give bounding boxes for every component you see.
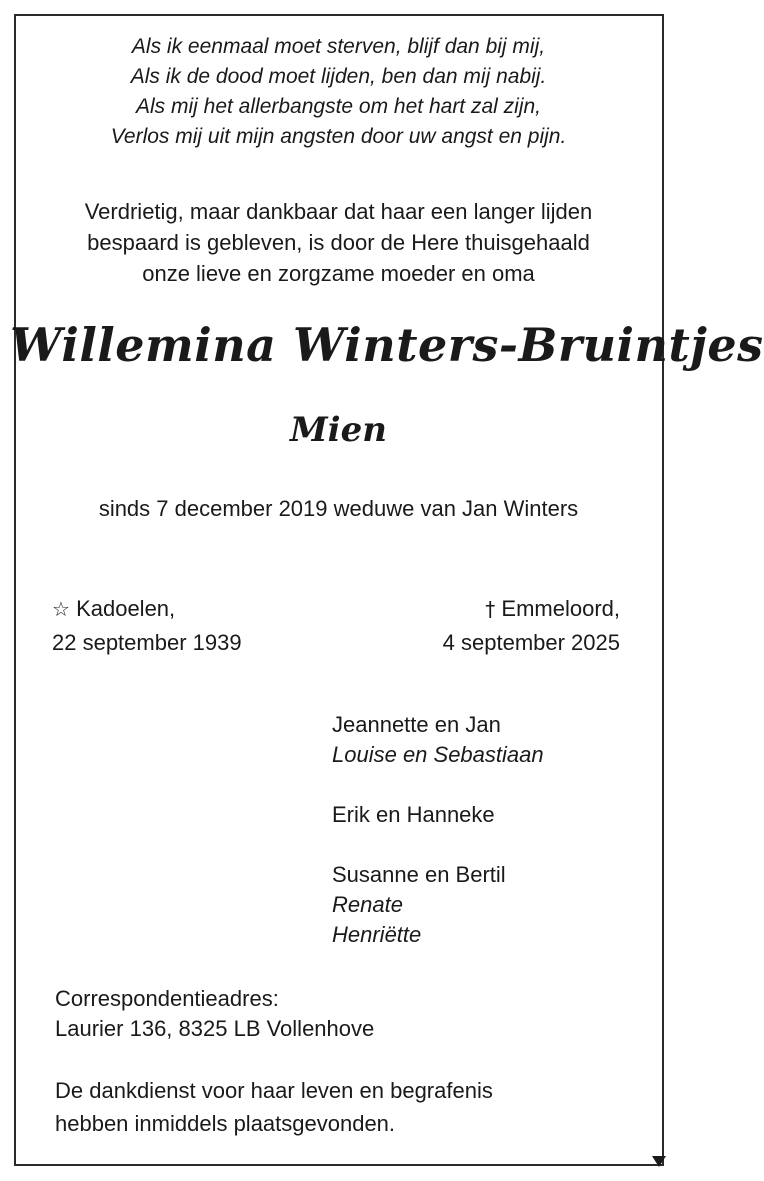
poem-line: Als mij het allerbangste om het hart zal zijn, (135, 95, 542, 118)
family-group (332, 860, 544, 950)
deceased-nickname: Mien (290, 410, 387, 450)
birth-date: 22 september 1939 (52, 630, 242, 655)
poem-line: Als ik de dood moet lijden, ben dan mij nabij. (130, 65, 547, 88)
family-list (332, 710, 544, 950)
closing-text (55, 1074, 493, 1140)
family-child: Henriëtte (332, 922, 422, 947)
family-child: Louise en Sebastiaan (332, 742, 544, 767)
family-group (332, 710, 544, 770)
birth-info (52, 592, 242, 659)
continue-arrow-icon (652, 1156, 666, 1167)
widow-line: sinds 7 december 2019 weduwe van Jan Winters (98, 496, 579, 521)
address-value: Laurier 136, 8325 LB Vollenhove (55, 1016, 375, 1041)
death-place: Emmeloord, (501, 596, 620, 621)
family-parents: Erik en Hanneke (332, 802, 495, 827)
poem (20, 32, 657, 152)
poem-line: Als ik eenmaal moet sterven, blijf dan bij mij, (131, 35, 546, 58)
death-date: 4 september 2025 (442, 630, 620, 655)
family-parents: Jeannette en Jan (332, 712, 501, 737)
correspondence-address (55, 984, 374, 1044)
death-info (443, 592, 620, 659)
intro-line: onze lieve en zorgzame moeder en oma (142, 261, 535, 286)
family-child: Renate (332, 892, 403, 917)
family-group (332, 800, 544, 830)
deceased-name: Willemina Winters-Bruintjes (10, 318, 764, 372)
family-parents: Susanne en Bertil (332, 862, 506, 887)
closing-line: hebben inmiddels plaatsgevonden. (55, 1111, 396, 1136)
poem-line: Verlos mij uit mijn angsten door uw angst en pijn. (110, 125, 567, 148)
intro-line: bespaard is gebleven, is door de Here thuisgehaald (87, 230, 590, 255)
intro-line: Verdrietig, maar dankbaar dat haar een langer lijden (84, 199, 593, 224)
cross-icon: † (485, 597, 496, 621)
intro-text (20, 196, 657, 289)
star-icon: ☆ (52, 597, 70, 621)
birth-place: Kadoelen, (76, 596, 176, 621)
closing-line: De dankdienst voor haar leven en begrafenis (55, 1078, 493, 1103)
address-label: Correspondentieadres: (55, 986, 279, 1011)
